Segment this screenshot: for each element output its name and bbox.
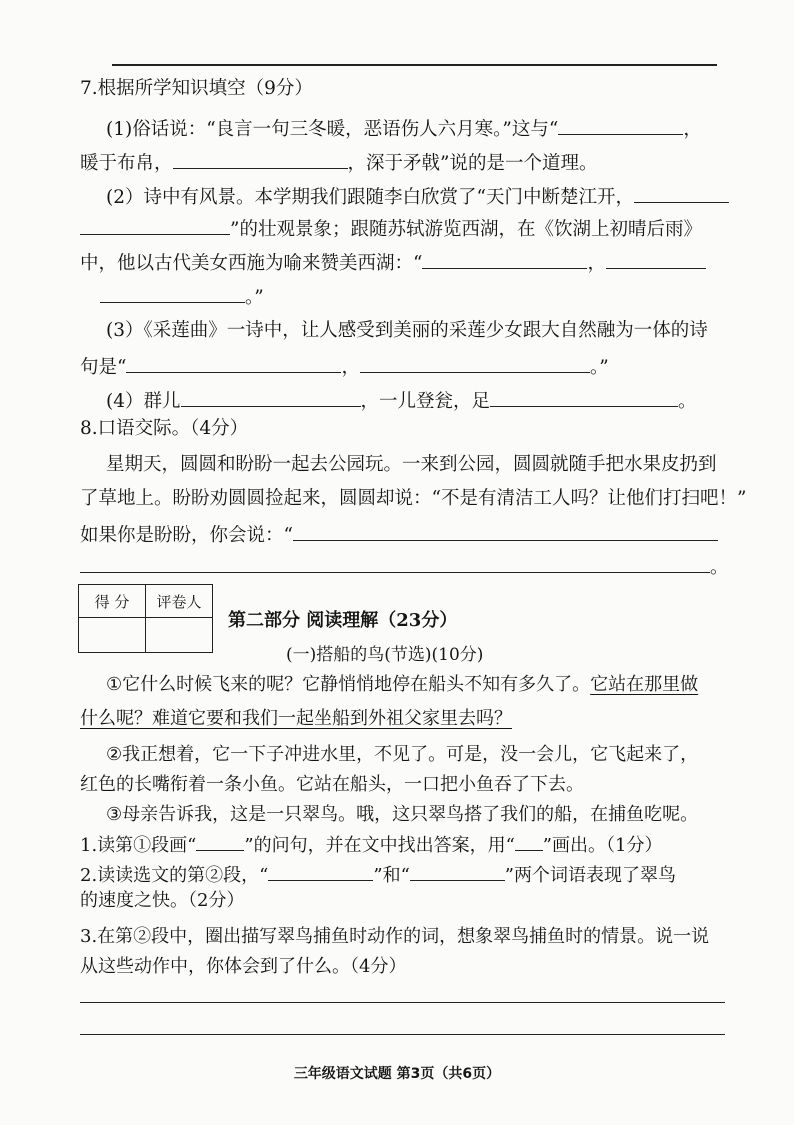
passage-p3: ③母亲告诉我，这是一只翠鸟。哦，这只翠鸟搭了我们的船，在捕鱼吃呢。 <box>106 804 699 825</box>
answer-blank[interactable] <box>634 182 729 203</box>
passage-p1-line2: 什么呢？难道它要和我们一起坐船到外祖父家里去吗？ <box>80 708 512 729</box>
q7-part2-line1 <box>106 182 729 211</box>
q7-p1-comma: ， <box>683 119 702 140</box>
question-1 <box>80 830 662 859</box>
q7-p2-text: (2）诗中有风景。本学期我们跟随李白欣赏了“天门中断楚江开， <box>106 187 634 208</box>
q7-part2-line3 <box>80 248 706 277</box>
answer-line-2[interactable] <box>80 1034 725 1035</box>
passage-title: (一)搭船的鸟(节选)(10分) <box>286 645 484 665</box>
q7-p2-text2: ”的壮观景象；跟随苏轼游览西湖，在《饮湖上初晴后雨》 <box>230 219 702 240</box>
page-footer: 三年级语文试题 第3页（共6页） <box>293 1066 501 1082</box>
answer-blank[interactable] <box>196 830 244 851</box>
question-2-line2: 的速度之快。（2分） <box>80 890 245 911</box>
q7-part2-line4 <box>100 282 264 311</box>
q7-p4-text: (4）群儿 <box>106 391 181 412</box>
q7-p4-text2: ，一儿登瓮，足 <box>360 391 491 412</box>
q7-p2-comma: ， <box>587 253 606 274</box>
grader-header: 评卷人 <box>146 585 213 618</box>
q8-end: 。 <box>710 557 729 578</box>
passage-p1-text: ①它什么时候飞来的呢？它静悄悄地停在船头不知有多久了。 <box>106 674 591 695</box>
question-1-text: 1.读第①段画“ <box>80 835 197 856</box>
answer-blank[interactable] <box>80 552 710 573</box>
q7-heading: 7.根据所学知识填空（9分） <box>80 78 313 99</box>
question-1-text3: ”画出。（1分） <box>542 835 663 856</box>
q8-line4 <box>80 552 729 581</box>
answer-blank[interactable] <box>80 214 230 235</box>
answer-blank[interactable] <box>515 830 543 851</box>
top-rule <box>112 64 717 66</box>
passage-p2-line2: 红色的长嘴衔着一条小鱼。它站在船头，一口把小鱼吞了下去。 <box>80 774 584 795</box>
question-2-text3: ”两个词语表现了翠鸟 <box>504 865 676 886</box>
passage-p1-underlined: 它站在那里做 <box>590 674 699 695</box>
question-2-text: 2.读读选文的第②段，“ <box>80 865 269 886</box>
q7-part4-line <box>106 386 697 415</box>
q7-part3-line2 <box>80 352 609 381</box>
answer-line-1[interactable] <box>80 1002 725 1003</box>
q8-line2: 了草地上。盼盼劝圆圆捡起来，圆圆却说：“不是有清洁工人吗？让他们打扫吧！” <box>80 488 747 509</box>
answer-blank[interactable] <box>558 114 683 135</box>
grader-cell[interactable] <box>146 618 213 653</box>
question-2-line1 <box>80 860 676 889</box>
q7-part3-line1 <box>106 318 708 344</box>
q7-p3-comma: ， <box>341 357 360 378</box>
q7-p2-text3: 中，他以古代美女西施为喻来赞美西湖：“ <box>80 253 423 274</box>
q7-part1-line2 <box>80 148 597 177</box>
answer-blank[interactable] <box>126 352 341 373</box>
q7-p3-end: 。” <box>589 357 609 378</box>
q7-p4-end: 。 <box>678 391 697 412</box>
q8-line3 <box>80 520 718 549</box>
q7-p3-text2: 句是“ <box>80 357 127 378</box>
answer-blank[interactable] <box>422 248 587 269</box>
q7-part2-line2 <box>80 214 702 243</box>
answer-blank[interactable] <box>360 352 590 373</box>
q7-p3-text: (3）《采莲曲》一诗中，让人感受到美丽的采莲少女跟大自然融为一体的诗 <box>106 320 708 341</box>
score-table <box>78 584 213 653</box>
answer-blank[interactable] <box>181 386 361 407</box>
q7-part1-line1 <box>106 114 702 143</box>
answer-blank[interactable] <box>100 282 245 303</box>
passage-p1-line1 <box>106 672 698 698</box>
q8-prompt: 如果你是盼盼，你会说：“ <box>80 525 293 546</box>
q8-heading: 8.口语交际。（4分） <box>80 418 249 439</box>
q8-line1: 星期天，圆圆和盼盼一起去公园玩。一来到公园，圆圆就随手把水果皮扔到 <box>106 454 717 475</box>
question-3-line2: 从这些动作中，你体会到了什么。（4分） <box>80 956 407 977</box>
answer-blank[interactable] <box>173 148 348 169</box>
q7-p1-text2: 暖于布帛， <box>80 153 173 174</box>
answer-blank[interactable] <box>490 386 678 407</box>
passage-p2-line1: ②我正想着，它一下子冲进水里，不见了。可是，没一会儿，它飞起来了， <box>106 744 699 765</box>
question-2-text2: ”和“ <box>373 865 410 886</box>
part2-title: 第二部分 阅读理解（23分） <box>228 610 458 631</box>
q7-p1-text3: ，深于矛戟”说的是一个道理。 <box>347 153 598 174</box>
question-3-line1: 3.在第②段中，圈出描写翠鸟捕鱼时动作的词，想象翠鸟捕鱼时的情景。说一说 <box>80 926 710 947</box>
score-cell[interactable] <box>79 618 146 653</box>
answer-blank[interactable] <box>268 860 373 881</box>
q7-p1-text: (1)俗话说：“良言一句三冬暖，恶语伤人六月寒。”这与“ <box>106 119 559 140</box>
question-1-text2: ”的问句，并在文中找出答案，用“ <box>244 835 515 856</box>
answer-blank[interactable] <box>293 520 718 541</box>
q7-p2-end: 。” <box>245 287 264 308</box>
answer-blank[interactable] <box>606 248 706 269</box>
answer-blank[interactable] <box>410 860 505 881</box>
score-header: 得 分 <box>79 585 146 618</box>
